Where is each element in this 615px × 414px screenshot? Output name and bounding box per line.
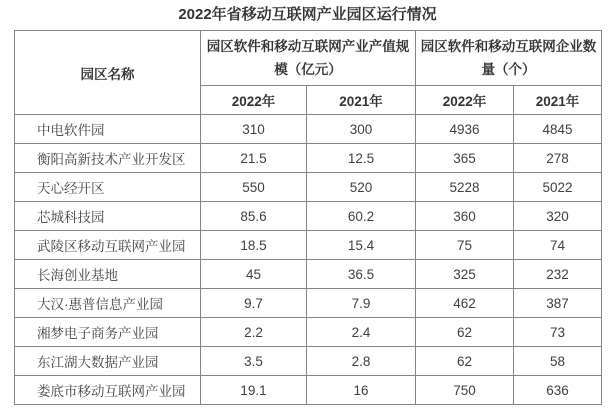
table-row xyxy=(15,202,602,231)
count-2022-cell: 365 xyxy=(416,144,514,173)
output-2022-cell: 21.5 xyxy=(201,144,307,173)
table-row xyxy=(15,289,602,318)
table-row xyxy=(15,376,602,405)
output-2022-cell: 19.1 xyxy=(201,376,307,405)
table-row xyxy=(15,173,602,202)
count-2021-cell: 636 xyxy=(514,376,602,405)
count-2021-cell: 278 xyxy=(514,144,602,173)
column-header-output-2021: 2021年 xyxy=(307,86,416,115)
output-2022-cell: 310 xyxy=(201,115,307,144)
count-2022-cell: 75 xyxy=(416,231,514,260)
output-2021-cell: 36.5 xyxy=(307,260,416,289)
table-row xyxy=(15,318,602,347)
park-name-cell: 大汉·惠普信息产业园 xyxy=(15,289,201,318)
count-2021-cell: 320 xyxy=(514,202,602,231)
output-2021-cell: 300 xyxy=(307,115,416,144)
count-2022-cell: 462 xyxy=(416,289,514,318)
park-name-cell: 芯城科技园 xyxy=(15,202,201,231)
count-2022-cell: 750 xyxy=(416,376,514,405)
count-2021-cell: 58 xyxy=(514,347,602,376)
count-2021-cell: 387 xyxy=(514,289,602,318)
output-2022-cell: 85.6 xyxy=(201,202,307,231)
output-2022-cell: 550 xyxy=(201,173,307,202)
table-row xyxy=(15,144,602,173)
output-2021-cell: 520 xyxy=(307,173,416,202)
count-2022-cell: 325 xyxy=(416,260,514,289)
output-2021-cell: 12.5 xyxy=(307,144,416,173)
park-name-cell: 东江湖大数据产业园 xyxy=(15,347,201,376)
output-2021-cell: 15.4 xyxy=(307,231,416,260)
table-body xyxy=(15,115,602,405)
park-name-cell: 湘梦电子商务产业园 xyxy=(15,318,201,347)
table-row xyxy=(15,260,602,289)
output-2021-cell: 7.9 xyxy=(307,289,416,318)
count-2021-cell: 232 xyxy=(514,260,602,289)
park-name-cell: 娄底市移动互联网产业园 xyxy=(15,376,201,405)
output-2022-cell: 3.5 xyxy=(201,347,307,376)
column-group-enterprise-count: 园区软件和移动互联网企业数量（个） xyxy=(416,31,602,86)
output-2021-cell: 2.4 xyxy=(307,318,416,347)
table-title: 2022年省移动互联网产业园区运行情况 xyxy=(178,6,437,23)
table-row xyxy=(15,115,602,144)
output-2022-cell: 2.2 xyxy=(201,318,307,347)
count-2022-cell: 62 xyxy=(416,347,514,376)
park-name-cell: 武陵区移动互联网产业园 xyxy=(15,231,201,260)
output-2022-cell: 9.7 xyxy=(201,289,307,318)
column-header-output-2022: 2022年 xyxy=(201,86,307,115)
column-header-count-2022: 2022年 xyxy=(416,86,514,115)
output-2022-cell: 18.5 xyxy=(201,231,307,260)
output-2021-cell: 2.8 xyxy=(307,347,416,376)
park-name-cell: 衡阳高新技术产业开发区 xyxy=(15,144,201,173)
column-header-count-2021: 2021年 xyxy=(514,86,602,115)
column-group-output-value: 园区软件和移动互联网产业产值规模（亿元） xyxy=(201,31,416,86)
count-2021-cell: 5022 xyxy=(514,173,602,202)
column-header-park-name: 园区名称 xyxy=(15,31,201,115)
output-2021-cell: 16 xyxy=(307,376,416,405)
header-group-row xyxy=(15,31,602,86)
count-2022-cell: 5228 xyxy=(416,173,514,202)
count-2021-cell: 74 xyxy=(514,231,602,260)
count-2022-cell: 4936 xyxy=(416,115,514,144)
park-name-cell: 中电软件园 xyxy=(15,115,201,144)
count-2022-cell: 360 xyxy=(416,202,514,231)
output-2021-cell: 60.2 xyxy=(307,202,416,231)
output-2022-cell: 45 xyxy=(201,260,307,289)
park-name-cell: 长海创业基地 xyxy=(15,260,201,289)
industry-parks-table xyxy=(14,30,602,405)
count-2022-cell: 62 xyxy=(416,318,514,347)
count-2021-cell: 4845 xyxy=(514,115,602,144)
table-header xyxy=(15,31,602,115)
count-2021-cell: 73 xyxy=(514,318,602,347)
table-row xyxy=(15,347,602,376)
table-row xyxy=(15,231,602,260)
park-name-cell: 天心经开区 xyxy=(15,173,201,202)
